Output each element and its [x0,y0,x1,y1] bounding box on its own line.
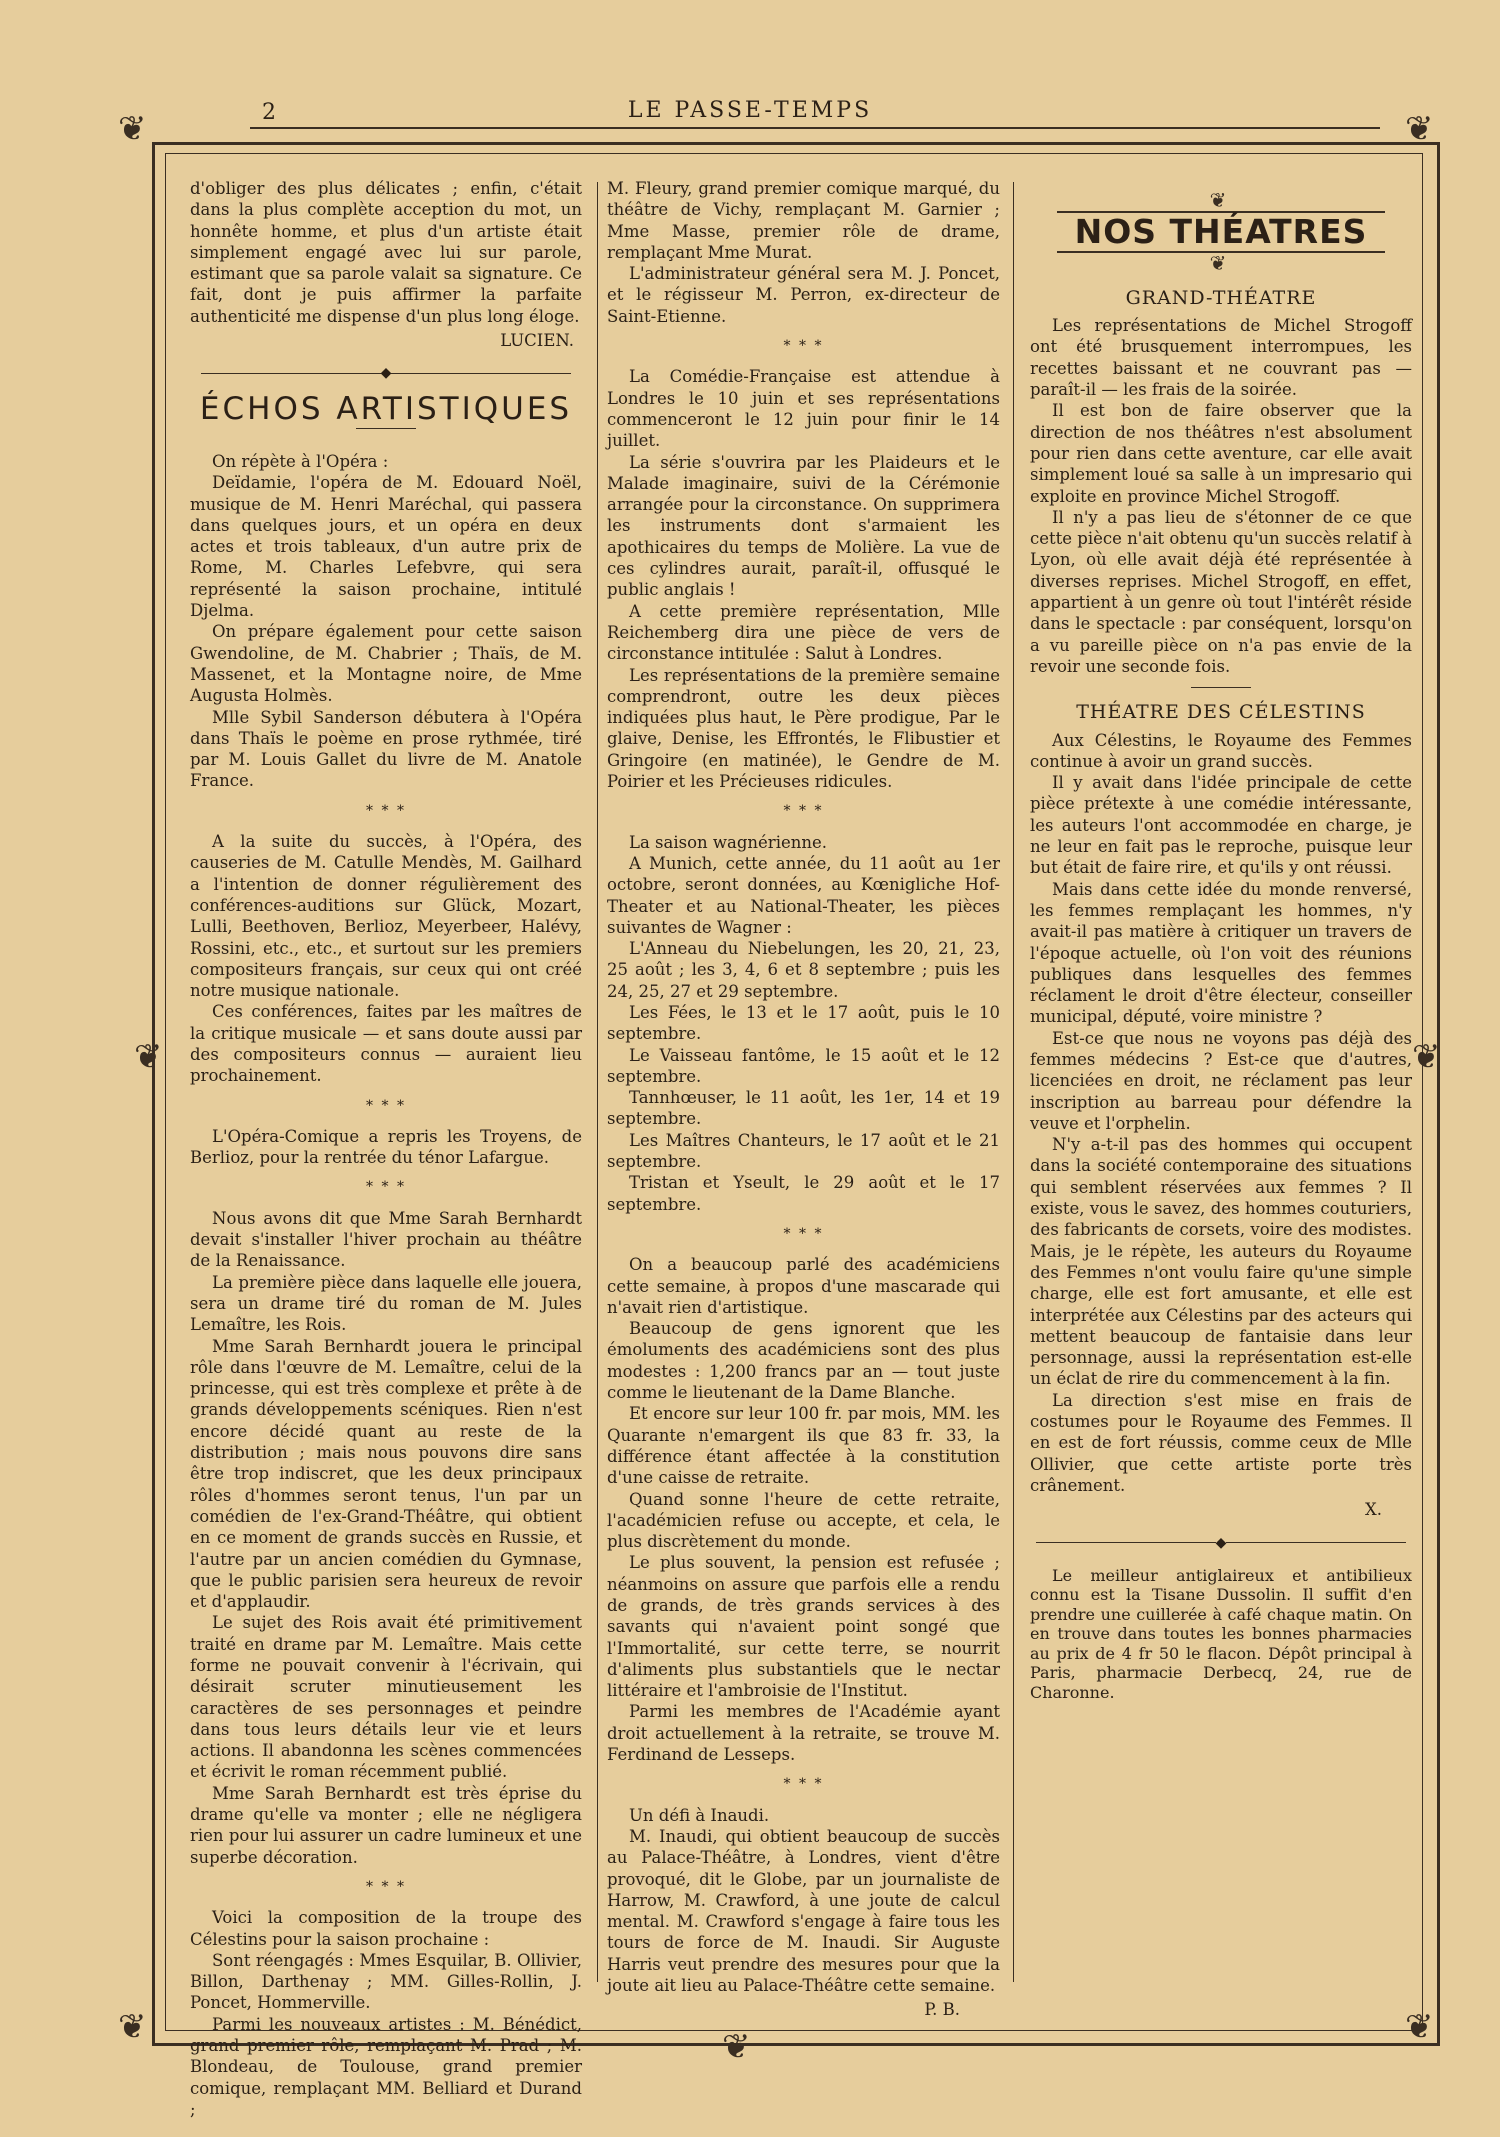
header-rule [250,127,1380,129]
article-paragraph: N'y a-t-il pas des hommes qui occupent dans la société contemporaine des situations qui semblent réservées aux femmes ? Il existe, vous le savez, des hommes couturiers, des fabricants de corsets, voire des modistes. Mais, je le répète, les auteurs du Royaume des Femmes n'ont voulu faire qu'une simple charge, elle est fort amusante, et elle est interprétée aux Célestins par des acteurs qui mettent beaucoup de fantaisie dans leur personnage, aussi la représentation est-elle un éclat de rire du commencement à la fin. [1030,1135,1412,1389]
article-paragraph: Et encore sur leur 100 fr. par mois, MM. les Quarante n'emargent ils que 83 fr. 33, la différence étant affectée à la constitution d'une caisse de retraite. [607,1404,1000,1488]
article-paragraph: Le Vaisseau fantôme, le 15 août et le 12 septembre. [607,1045,1000,1086]
section-divider [1030,1533,1412,1554]
bottom-ornament-icon: ❦ [722,2027,751,2067]
article-paragraph: Il est bon de faire observer que la direction de nos théâtres n'est absolument pour rien dans cette aventure, car elle avait simplement loué sa salle à un impresario qui exploite en province Michel Strogoff. [1030,401,1412,506]
corner-ornament-icon: ❦ [118,109,147,149]
banner-title: NOS THÉATRES [1057,211,1386,252]
article-paragraph: Tannhœuser, le 11 août, les 1er, 14 et 19 septembre. [607,1088,1000,1129]
article-paragraph: Aux Célestins, le Royaume des Femmes continue à avoir un grand succès. [1030,730,1412,771]
short-rule [1191,687,1251,688]
diamond-icon: ◆ [1215,1534,1227,1551]
article-paragraph: Mme Sarah Bernhardt est très éprise du drame qu'elle va monter ; elle ne négligera rien pour lui assurer un cadre lumineux et une superbe décoration. [190,1783,582,1867]
column-rule [597,182,598,1982]
article-paragraph: Voici la composition de la troupe des Célestins pour la saison prochaine : [190,1908,582,1949]
column-middle [607,178,1000,2021]
article-paragraph: A la suite du succès, à l'Opéra, des causeries de M. Catulle Mendès, M. Gailhard a l'intention de donner régulièrement des conférences-auditions sur Glück, Mozart, Lulli, Beethoven, Berlioz, Meyerbeer, Halévy, Rossini, etc., etc., et surtout sur les premiers compositeurs français, sur ceux qui ont créé notre musique nationale. [190,832,582,1001]
asterism-separator: * * * [366,1097,406,1114]
article-paragraph: A Munich, cette année, du 11 août au 1er octobre, seront données, au Kœnigliche Hof-Theater et au National-Theater, les pièces suivantes de Wagner : [607,853,1000,937]
article-paragraph: Beaucoup de gens ignorent que les émoluments des académiciens sont des plus modestes : 1,200 francs par an — tout juste comme le lieutenant de la Dame Blanche. [607,1319,1000,1403]
article-paragraph: Est-ce que nous ne voyons pas déjà des femmes médecins ? Est-ce que d'autres, licenciées en droit, ne réclament pas leur inscription au barreau pour défendre la veuve et l'orphelin. [1030,1028,1412,1133]
article-paragraph: Les Maîtres Chanteurs, le 17 août et le 21 septembre. [607,1130,1000,1172]
advertisement: Le meilleur antiglaireux et antibilieux connu est la Tisane Dussolin. Il suffit d'en prendre une cuillerée à café chaque matin. On en trouve dans toutes les bonnes pharmacies au prix de 4 fr 50 le flacon. Dépôt principal à Paris, pharmacie Derbecq, 24, rue de Charonne. [1030,1565,1412,1702]
article-paragraph: L'Opéra-Comique a repris les Troyens, de Berlioz, pour la rentrée du ténor Lafargue. [190,1126,582,1168]
asterism-separator: * * * [783,1225,824,1242]
article-paragraph: La saison wagnérienne. [629,832,827,852]
article-paragraph: Il y avait dans l'idée principale de cette pièce prétexte à une comédie intéressante, les auteurs l'ont accommodée en charge, je ne leur en fait pas le reproche, puisque leur but était de faire rire, et qu'ils y ont réussi. [1030,773,1412,878]
side-ornament-icon: ❦ [1412,1037,1441,1077]
column-left [190,178,582,2120]
asterism-separator: * * * [783,803,824,820]
section-title: ÉCHOS ARTISTIQUES [199,390,573,427]
article-paragraph: Mlle Sybil Sanderson débutera à l'Opéra dans Thaïs le poème en prose rythmée, tiré par M. Louis Gallet du livre de M. Anatole France. [190,707,582,791]
asterism-separator: * * * [366,1179,406,1196]
article-paragraph: La direction s'est mise en frais de costumes pour le Royaume des Femmes. Il en est de fort réussis, comme ceux de Mlle Ollivier, que cette artiste porte très crânement. [1030,1390,1412,1495]
article-paragraph: Nous avons dit que Mme Sarah Bernhardt devait s'installer l'hiver prochain au théâtre de la Renaissance. [190,1208,582,1271]
journal-title: LE PASSE-TEMPS [627,98,873,123]
asterism-separator: * * * [366,1878,406,1895]
asterism-separator: * * * [783,1776,824,1793]
article-paragraph: d'obliger des plus délicates ; enfin, c'était dans la plus complète acception du mot, un honnête homme, et plus d'un artiste était simplement engagé avec lui sur parole, estimant que sa parole valait sa signature. Ce fait, dont je puis affirmer la parfaite authenticité me dispense d'un plus long éloge. [190,179,582,326]
article-paragraph: La Comédie-Française est attendue à Londres le 10 juin et ses représentations commenceront le 12 juin pour finir le 14 juillet. [607,367,1000,451]
article-paragraph: La première pièce dans laquelle elle jouera, sera un drame tiré du roman de M. Jules Lemaître, les Rois. [190,1272,582,1335]
signature: X. [1365,1500,1382,1520]
article-paragraph: Parmi les nouveaux artistes : M. Bénédict, grand premier rôle, remplaçant M. Prad ; M. Blondeau, de Toulouse, grand premier comique, remplaçant MM. Belliard et Durand ; [190,2014,582,2119]
article-paragraph: Les représentations de la première semaine comprendront, outre les deux pièces indiquées plus haut, le Père prodigue, Par le glaive, Denise, les Effrontés, le Flibustier et Gringoire (en matinée), le Gendre de M. Poirier et les Précieuses ridicules. [607,665,1000,792]
article-paragraph: Il n'y a pas lieu de s'étonner de ce que cette pièce n'ait obtenu qu'un succès relatif à Lyon, où elle avait déjà été représentée à diverses reprises. Michel Strogoff, en effet, appartient à un genre où tout l'intérêt réside dans le spectacle : par conséquent, lorsqu'on a vu pareille pièce on n'a pas envie de la revoir une seconde fois. [1030,507,1412,676]
column-rule [1013,182,1014,1982]
page-number: 2 [262,100,276,125]
corner-ornament-icon: ❦ [1405,2007,1434,2047]
title-rule [356,428,416,429]
signature: P. B. [924,2000,960,2020]
banner-ornament-icon: ❦ [1209,188,1233,212]
article-paragraph: On a beaucoup parlé des académiciens cette semaine, à propos d'une mascarade qui n'avait rien d'artistique. [607,1255,1000,1317]
article-paragraph: Tristan et Yseult, le 29 août et le 17 septembre. [607,1173,1000,1214]
article-paragraph: Deïdamie, l'opéra de M. Edouard Noël, musique de M. Henri Maréchal, qui passera dans quelques jours, et un opéra en deux actes et trois tableaux, d'un autre prix de Rome, M. Charles Lefebvre, qui sera représenté la saison prochaine, intitulé Djelma. [190,473,582,621]
diamond-icon: ◆ [380,365,392,382]
article-paragraph: L'administrateur général sera M. J. Poncet, et le régisseur M. Perron, ex-directeur de Saint-Etienne. [607,264,1000,326]
corner-ornament-icon: ❦ [118,2007,147,2047]
side-ornament-icon: ❦ [134,1037,163,1077]
article-paragraph: Le sujet des Rois avait été primitivement traité en drame par M. Lemaître. Mais cette forme ne pouvait convenir à l'écrivain, qui désirait scruter minutieusement les caractères de ses personnages et peindre dans tous leurs détails leur vie et leurs actions. Il abandonna les scènes commencées et écrivit le roman récemment publié. [190,1613,582,1782]
article-paragraph: M. Inaudi, qui obtient beaucoup de succès au Palace-Théâtre, à Londres, vient d'être provoqué, dit le Globe, par un journaliste de Harrow, M. Crawford, à une joute de calcul mental. M. Crawford s'engage à faire tous les tours de force de M. Inaudi. Sir Auguste Harris veut prendre des mesures pour que la joute ait lieu au Palace-Théâtre cette semaine. [607,1826,1000,1996]
subsection-title: THÉATRE DES CÉLESTINS [1076,701,1366,724]
article-paragraph: A cette première représentation, Mlle Reichemberg dira une pièce de vers de circonstance intitulée : Salut à Londres. [607,601,1000,664]
article-paragraph: Quand sonne l'heure de cette retraite, l'académicien refuse ou accepte, et cela, le plus discrètement du monde. [607,1489,1000,1552]
article-paragraph: Parmi les membres de l'Académie ayant droit actuellement à la retraite, se trouve M. Ferdinand de Lesseps. [607,1702,1000,1765]
signature: LUCIEN. [500,331,574,351]
column-right [1030,178,1412,1702]
article-paragraph: Un défi à Inaudi. [629,1805,770,1825]
article-paragraph: La série s'ouvrira par les Plaideurs et le Malade imaginaire, suivi de la Cérémonie arrangée pour la circonstance. On supprimera les instruments dont s'armaient les apothicaires du temps de Molière. La vue de ces cylindres aurait, paraît-il, offusqué le public anglais ! [607,452,1000,600]
article-paragraph: Sont réengagés : Mmes Esquilar, B. Ollivier, Billon, Darthenay ; MM. Gilles-Rollin, J. Poncet, Hommerville. [190,1950,582,2013]
article-paragraph: Les représentations de Michel Strogoff ont été brusquement interrompues, les recettes baissant et ne couvrant pas — paraît-il — les frais de la soirée. [1030,316,1412,400]
article-paragraph: On répète à l'Opéra : [212,451,389,471]
subsection-title: GRAND-THÉATRE [1125,286,1317,309]
article-paragraph: Mme Sarah Bernhardt jouera le principal rôle dans l'œuvre de M. Lemaître, celui de la princesse, qui est très complexe et prête à de grands développements scéniques. Rien n'est encore décidé quant au reste de la distribution ; mais nous pouvons dire sans être trop indiscret, que les deux principaux rôles d'hommes seront tenus, l'un par un comédien de l'ex-Grand-Théâtre, qui obtient en ce moment de grands succès en Russie, et l'autre par un ancien comédien du Gymnase, que le public parisien sera heureux de revoir et d'applaudir. [190,1336,582,1612]
section-divider [190,363,582,384]
corner-ornament-icon: ❦ [1405,109,1434,149]
article-paragraph: Ces conférences, faites par les maîtres de la critique musicale — et sans doute aussi par des compositeurs connus — auraient lieu prochainement. [190,1002,582,1086]
asterism-separator: * * * [783,338,824,355]
article-paragraph: L'Anneau du Niebelungen, les 20, 21, 23, 25 août ; les 3, 4, 6 et 8 septembre ; puis les 24, 25, 27 et 29 septembre. [607,939,1000,1001]
article-paragraph: Mais dans cette idée du monde renversé, les femmes remplaçant les hommes, n'y avait-il pas matière à critiquer un travers de l'époque actuelle, où l'on voit des réunions publiques dans lesquelles des femmes réclament le droit d'être électeur, conseiller municipal, député, voire ministre ? [1030,879,1412,1027]
article-paragraph: M. Fleury, grand premier comique marqué, du théâtre de Vichy, remplaçant M. Garnier ; Mme Masse, premier rôle de drame, remplaçant Mme Murat. [607,179,1000,262]
asterism-separator: * * * [366,802,406,819]
article-paragraph: Le plus souvent, la pension est refusée ; néanmoins on assure que parfois elle a rendu de grands, de très grands services à des savants qui n'avaient point songé que l'Immortalité, sur cette terre, se nourrit d'aliments plus substantiels que le nectar littéraire et l'ambroisie de l'Institut. [607,1553,1000,1701]
banner-ornament-icon: ❦ [1209,250,1233,275]
article-paragraph: On prépare également pour cette saison Gwendoline, de M. Chabrier ; Thaïs, de M. Massenet, et la Montagne noire, de Mme Augusta Holmès. [190,622,582,706]
section-banner [1030,190,1412,274]
article-paragraph: Les Fées, le 13 et le 17 août, puis le 10 septembre. [607,1002,1000,1044]
